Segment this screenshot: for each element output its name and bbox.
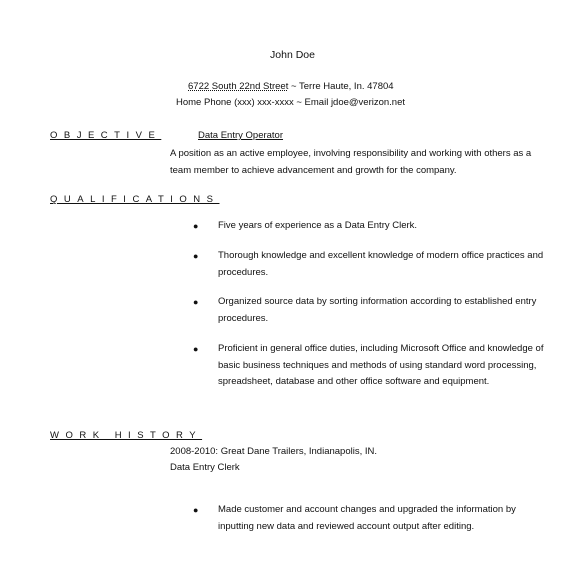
job-title: Data Entry Clerk [170, 462, 240, 473]
job-duty-item: Made customer and account changes and upgraded the information by inputting new data and reviewed account output after editing. [218, 504, 516, 532]
bullet-icon: ● [193, 251, 199, 261]
qualification-item: Thorough knowledge and excellent knowledge of modern office practices and procedures. [218, 250, 544, 278]
qualifications-heading: QUALIFICATIONS [50, 194, 220, 205]
objective-heading: OBJECTIVE [50, 130, 162, 141]
address-line [188, 81, 394, 92]
bullet-icon: ● [193, 297, 199, 307]
bullet-icon: ● [193, 344, 199, 354]
qualification-item: Proficient in general office duties, including Microsoft Office and knowledge of basic business techniques and methods of using standard word processing, spreadsheet, database and other office software and equipment. [218, 343, 544, 387]
address-city: ~ Terre Haute, In. 47804 [288, 81, 394, 92]
work-history-heading: WORK HISTORY [50, 430, 203, 441]
bullet-icon: ● [193, 505, 199, 515]
qualification-item: Organized source data by sorting information according to established entry procedures. [218, 296, 537, 324]
contact-line: Home Phone (xxx) xxx-xxxx ~ Email jdoe@verizon.net [176, 97, 406, 108]
job-employer: 2008-2010: Great Dane Trailers, Indianapolis, IN. [170, 446, 378, 457]
address-street: 6722 South 22nd Street [188, 81, 289, 92]
bullet-icon: ● [193, 221, 199, 231]
candidate-name: John Doe [270, 49, 315, 61]
objective-title: Data Entry Operator [198, 130, 284, 141]
objective-text: A position as an active employee, involving responsibility and working with others as a team member to achieve advancement and growth for the company. [170, 148, 532, 176]
qualification-item: Five years of experience as a Data Entry Clerk. [218, 220, 418, 231]
